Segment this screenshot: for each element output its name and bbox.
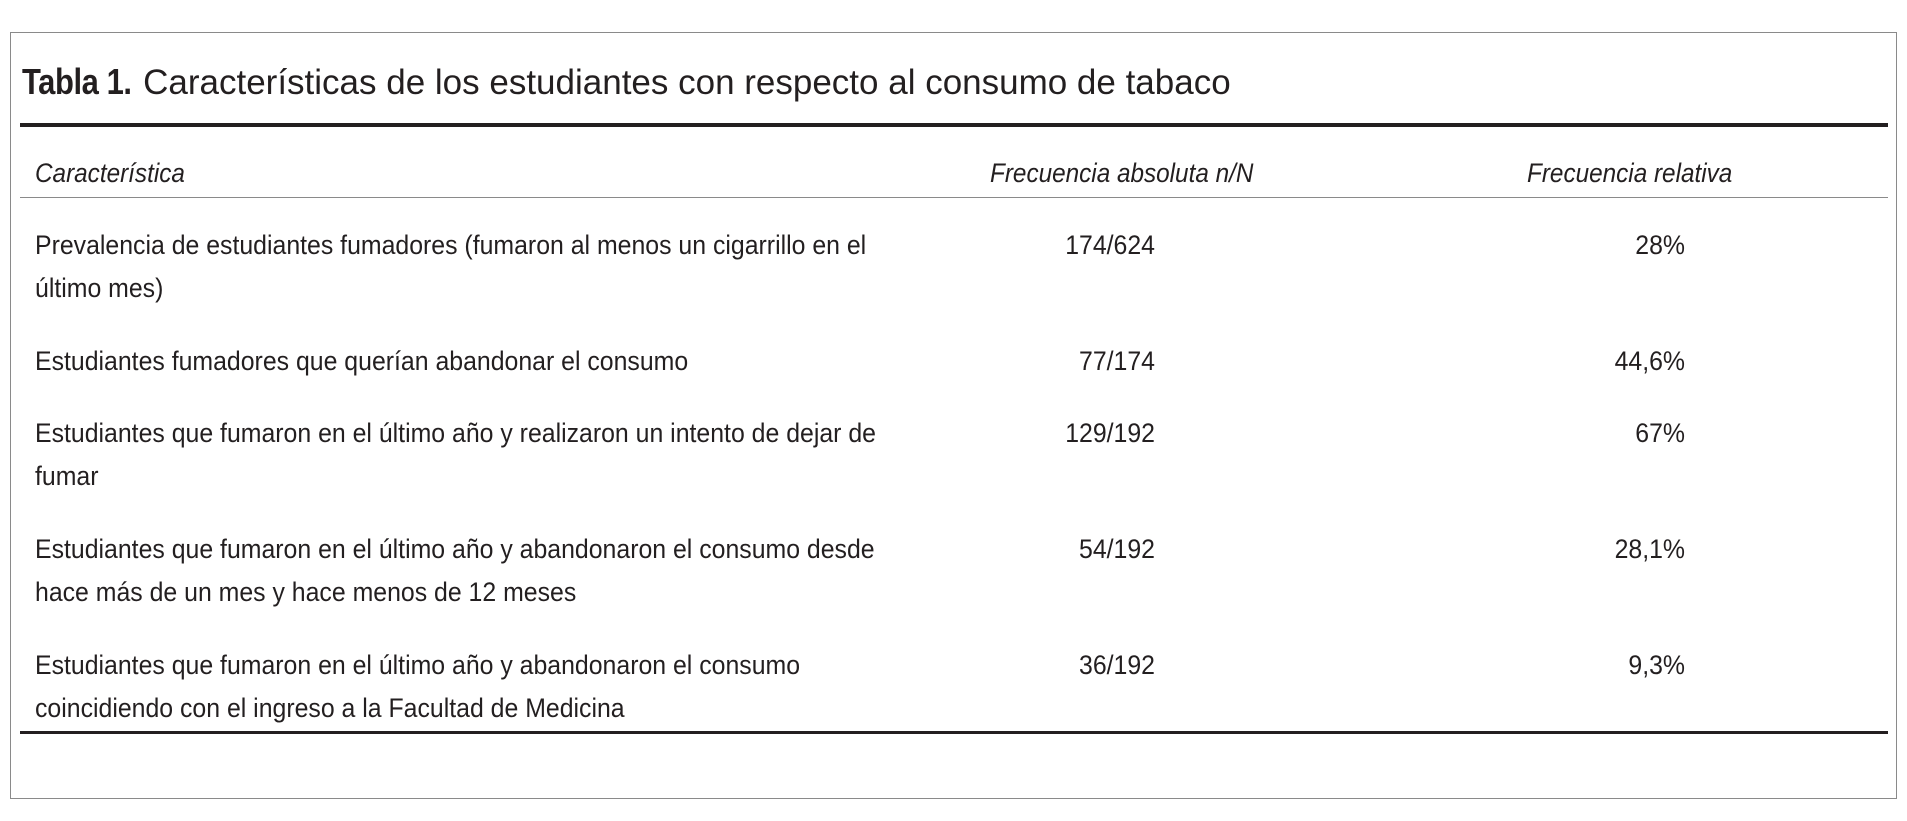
table-caption	[22, 56, 1231, 108]
bottom-rule	[20, 731, 1888, 734]
row-relative-frequency: 9,3%	[1628, 650, 1685, 680]
row-characteristic: Estudiantes que fumaron en el último año y abandonaron el consumo desde hace más de un mes y hace menos de 12 meses	[35, 534, 875, 607]
row-relative-frequency: 67%	[1635, 418, 1685, 448]
row-characteristic: Prevalencia de estudiantes fumadores (fumaron al menos un cigarrillo en el último mes)	[35, 230, 867, 303]
header-rule	[20, 197, 1888, 198]
header-absolute-frequency: Frecuencia absoluta n/N	[990, 158, 1254, 188]
row-absolute-frequency: 36/192	[1079, 650, 1155, 680]
row-relative-frequency: 28,1%	[1614, 534, 1685, 564]
table-caption-label: Tabla 1.	[22, 61, 132, 102]
row-relative-frequency: 44,6%	[1614, 346, 1685, 376]
row-characteristic: Estudiantes fumadores que querían abandonar el consumo	[35, 346, 689, 376]
row-characteristic: Estudiantes que fumaron en el último año y abandonaron el consumo coincidiendo con el ingreso a la Facultad de Medicina	[35, 650, 801, 723]
row-absolute-frequency: 174/624	[1065, 230, 1155, 260]
table-caption-text: Características de los estudiantes con respecto al consumo de tabaco	[143, 63, 1231, 102]
row-absolute-frequency: 54/192	[1079, 534, 1155, 564]
header-relative-frequency: Frecuencia relativa	[1527, 158, 1733, 188]
top-rule	[20, 123, 1888, 127]
header-characteristic: Característica	[35, 158, 185, 188]
row-characteristic: Estudiantes que fumaron en el último año y realizaron un intento de dejar de fumar	[35, 418, 876, 491]
row-absolute-frequency: 77/174	[1079, 346, 1155, 376]
row-relative-frequency: 28%	[1635, 230, 1685, 260]
row-absolute-frequency: 129/192	[1065, 418, 1155, 448]
